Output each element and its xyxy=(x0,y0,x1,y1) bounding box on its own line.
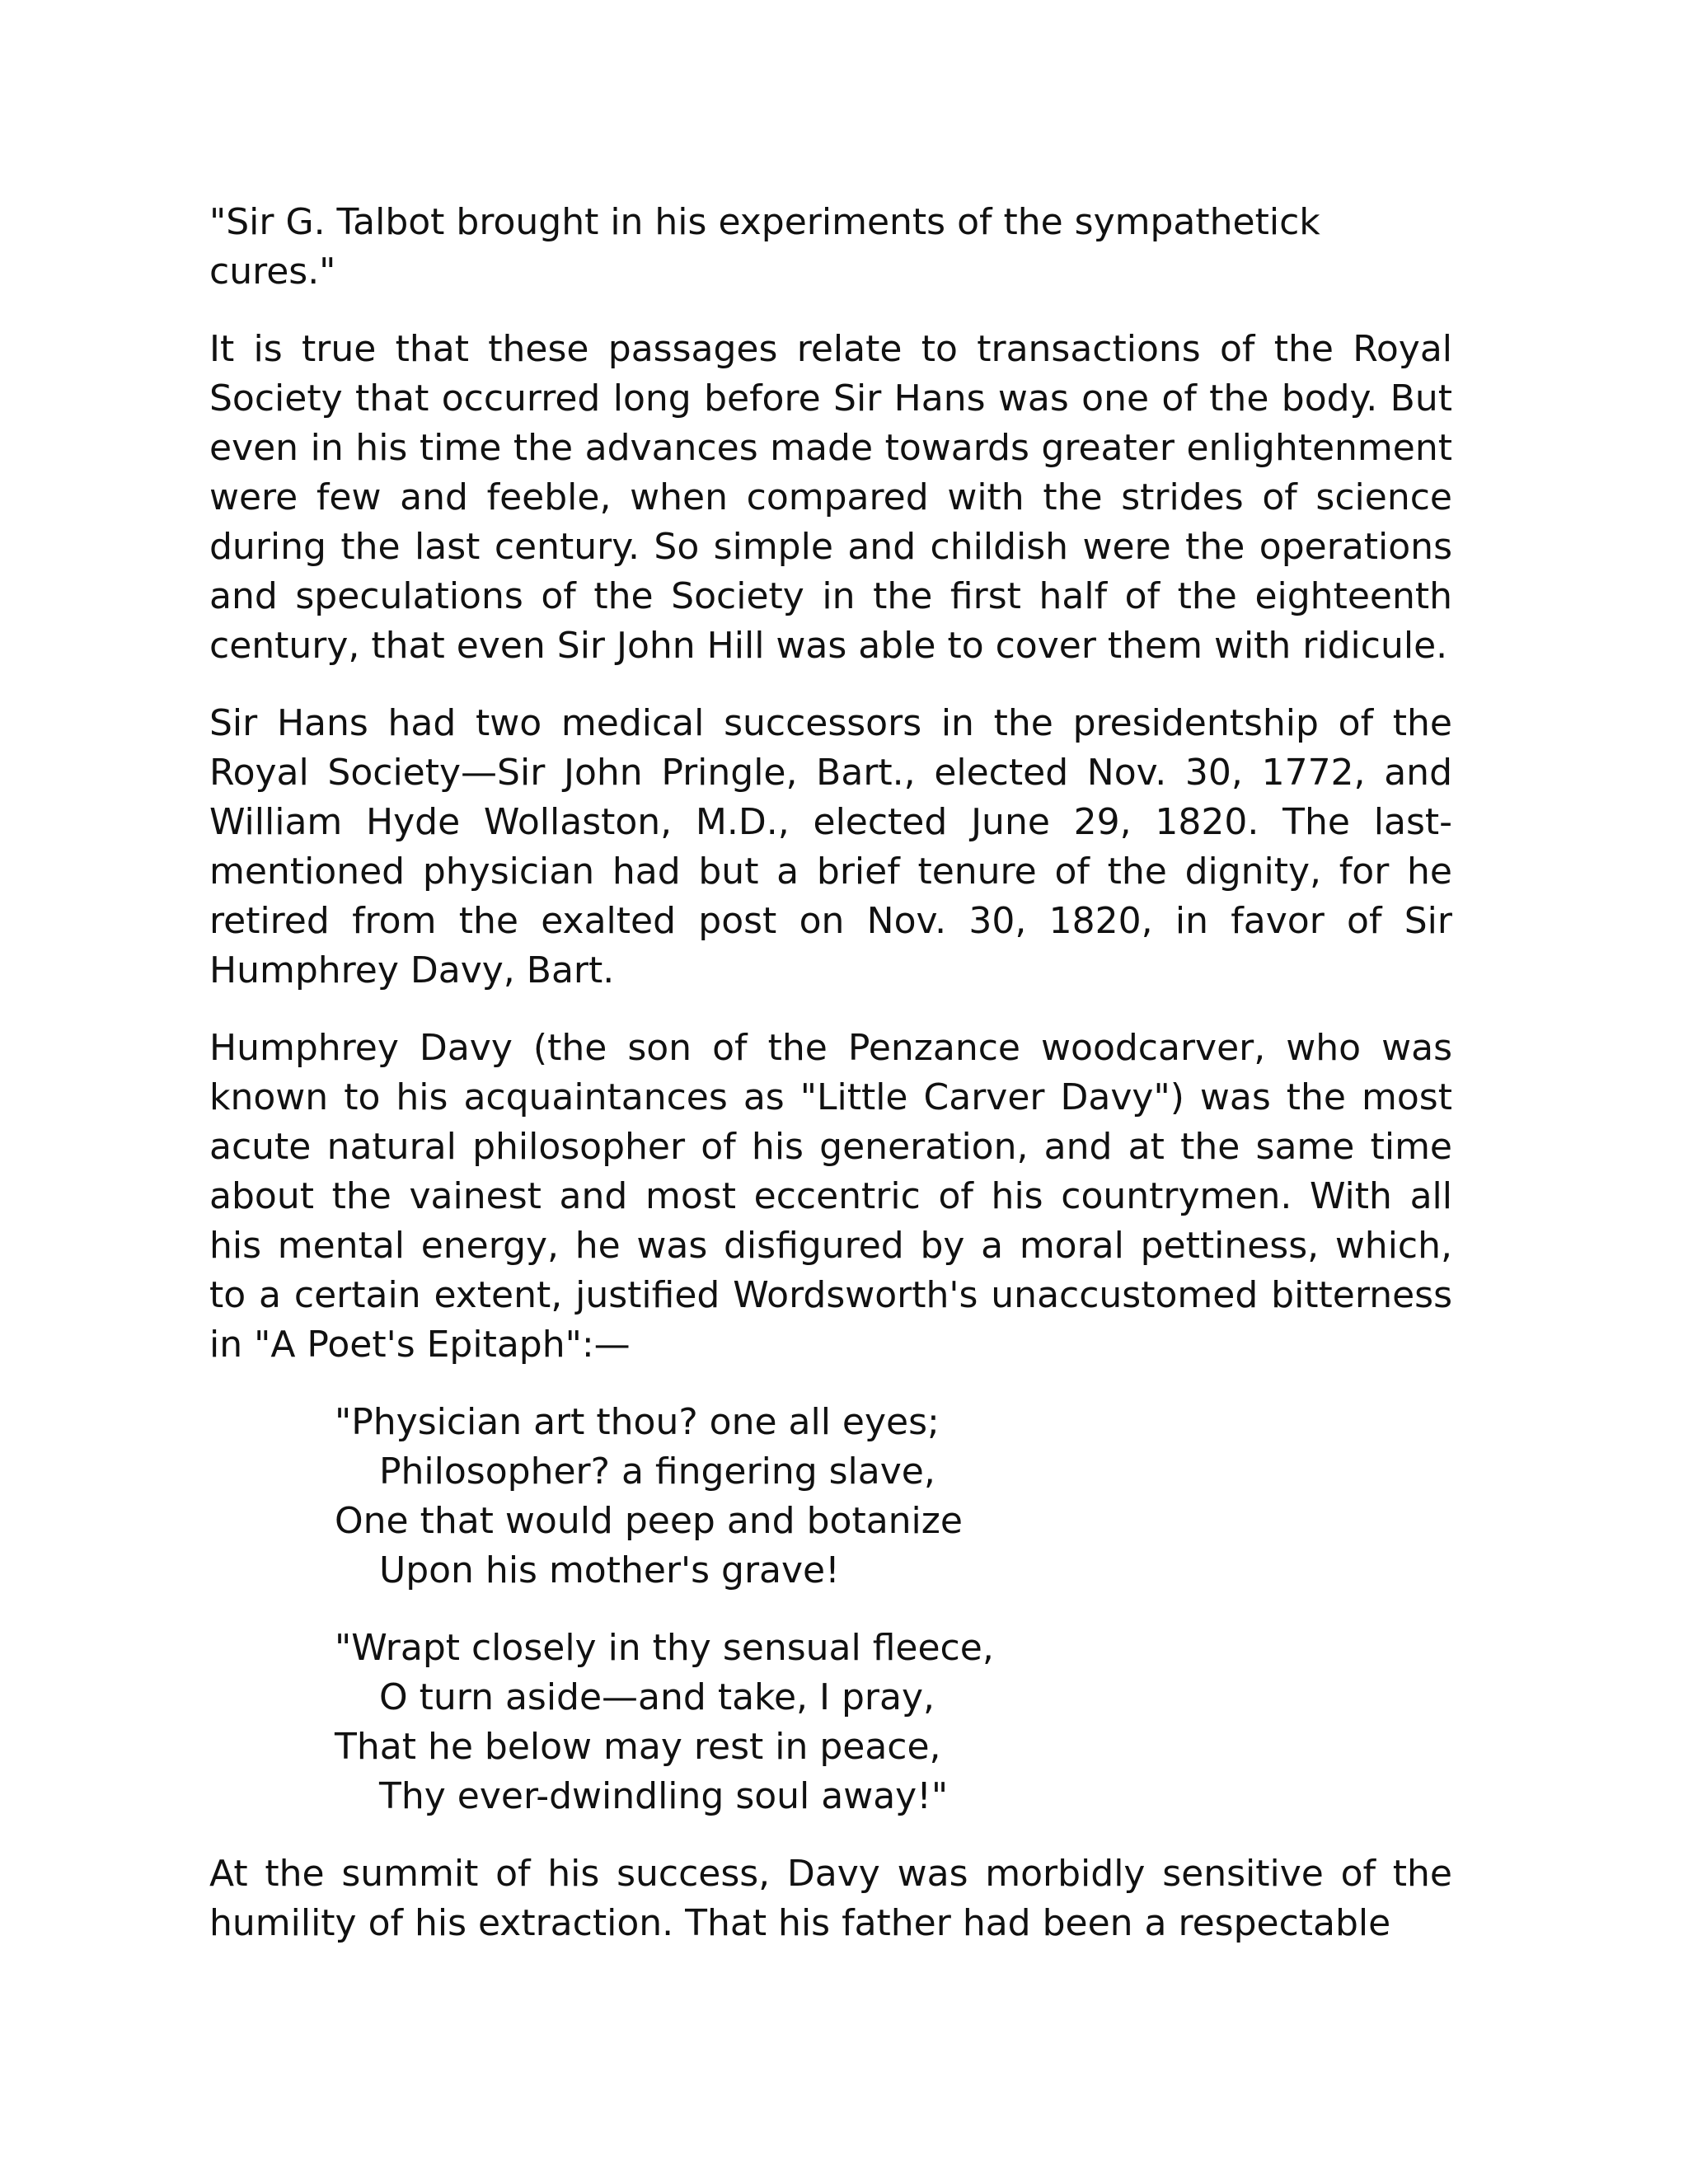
poem-line: Philosopher? a fingering slave, xyxy=(379,1451,935,1493)
paragraph-talbot-quote: "Sir G. Talbot brought in his experiments of the sympathetick cures." xyxy=(209,201,1320,293)
poem-line: One that would peep and botanize xyxy=(335,1500,963,1542)
poem-line: "Wrapt closely in thy sensual fleece, xyxy=(335,1627,994,1669)
paragraph-humphrey-davy: Humphrey Davy (the son of the Penzance woodcarver, who was known to his acquaintances as "Little Carver Davy") was the most acute natural philosopher of his generation, and at the same time about the vainest and most eccentric of his countrymen. With all his mental energy, he was disfigured by a moral pettiness, which, to a certain extent, justified Wordsworth's unaccustomed bitterness in "A Poet's Epitaph":— xyxy=(209,1027,1452,1366)
poem-line: That he below may rest in peace, xyxy=(335,1726,941,1768)
poem-stanza-1 xyxy=(335,1398,1452,1596)
poem-line: Upon his mother's grave! xyxy=(379,1549,840,1591)
paragraph-successors: Sir Hans had two medical successors in the presidentship of the Royal Society—Sir John Pringle, Bart., elected Nov. 30, 1772, and William Hyde Wollaston, M.D., elected June 29, 1820. The last-mentioned physician had but a brief tenure of the dignity, for he retired from the exalted post on Nov. 30, 1820, in favor of Sir Humphrey Davy, Bart. xyxy=(209,702,1452,991)
poem-line: "Physician art thou? one all eyes; xyxy=(335,1401,940,1443)
poem-line: O turn aside—and take, I pray, xyxy=(379,1676,935,1718)
document-page xyxy=(209,198,1452,1976)
poem-epitaph xyxy=(335,1398,1452,1821)
paragraph-royal-society: It is true that these passages relate to transactions of the Royal Society that occurred long before Sir Hans was one of the body. But even in his time the advances made towards greater enlightenment were few and feeble, when compared with the strides of science during the last century. So simple and childish were the operations and speculations of the Society in the first half of the eighteenth century, that even Sir John Hill was able to cover them with ridicule. xyxy=(209,328,1452,667)
poem-stanza-2 xyxy=(335,1624,1452,1821)
paragraph-closing: At the summit of his success, Davy was morbidly sensitive of the humility of his extraction. That his father had been a respectable xyxy=(209,1853,1452,1944)
poem-line: Thy ever-dwindling soul away!" xyxy=(379,1775,949,1817)
